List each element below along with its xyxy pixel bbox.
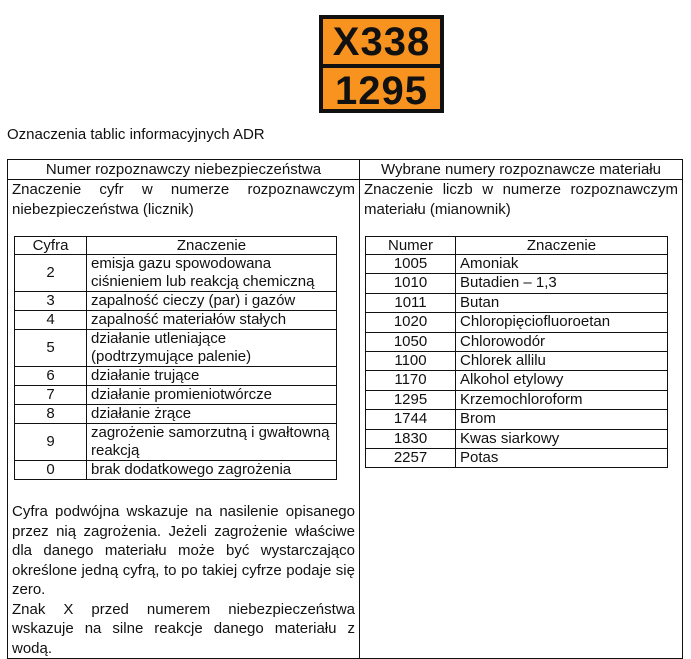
meaning-cell: zagrożenie samorzutną i gwałtowną reakcją <box>87 424 337 461</box>
meaning-cell: Kwas siarkowy <box>456 429 668 448</box>
table-row <box>366 274 668 293</box>
meaning-cell: działanie trujące <box>87 367 337 386</box>
caption: Oznaczenia tablic informacyjnych ADR <box>7 126 265 143</box>
table-row <box>15 405 337 424</box>
meaning-cell: Potas <box>456 449 668 468</box>
digit-cell: 6 <box>15 367 87 386</box>
meaning-cell: Chlorowodór <box>456 332 668 351</box>
meaning-cell: działanie utleniające (podtrzymujące palenie) <box>87 330 337 367</box>
table-row <box>366 371 668 390</box>
digit-cell: 9 <box>15 424 87 461</box>
adr-orange-plate <box>319 15 444 113</box>
note-double-digit: Cyfra podwójna wskazuje na nasilenie opisanego przez nią zagrożenia. Jeżeli zagrożenie właściwe dla danego materiału może być wystarczająco określone jedną cyfrą, to po takiej cyfrze podaje się zero. <box>12 503 355 598</box>
meaning-cell: działanie promieniotwórcze <box>87 386 337 405</box>
table-header-row <box>15 237 337 255</box>
hazard-number-column <box>8 160 360 658</box>
digit-meaning-table <box>14 236 337 480</box>
right-intro: Znaczenie liczb w numerze rozpoznawczym materiału (mianownik) <box>364 181 678 218</box>
table-row <box>366 332 668 351</box>
number-cell: 1100 <box>366 352 456 371</box>
number-cell: 1170 <box>366 371 456 390</box>
meaning-cell: Chloropięciofluoroetan <box>456 313 668 332</box>
adr-info-table <box>7 159 683 659</box>
number-cell: 1830 <box>366 429 456 448</box>
notes <box>8 502 359 658</box>
meaning-cell: emisja gazu spowodowana ciśnieniem lub reakcją chemiczną <box>87 255 337 292</box>
table-row <box>366 390 668 409</box>
number-cell: 1050 <box>366 332 456 351</box>
meaning-cell: Chlorek allilu <box>456 352 668 371</box>
table-row <box>366 449 668 468</box>
table-row <box>15 330 337 367</box>
table-row <box>15 255 337 292</box>
column-header-number: Numer <box>366 237 456 255</box>
digit-cell: 4 <box>15 311 87 330</box>
table-row <box>15 424 337 461</box>
table-row <box>15 292 337 311</box>
table-row <box>15 367 337 386</box>
plate-hazard-number: X338 <box>332 19 431 64</box>
number-cell: 1020 <box>366 313 456 332</box>
digit-cell: 0 <box>15 461 87 480</box>
table-row <box>366 352 668 371</box>
meaning-cell: zapalność cieczy (par) i gazów <box>87 292 337 311</box>
table-row <box>366 429 668 448</box>
meaning-cell: Alkohol etylowy <box>456 371 668 390</box>
number-cell: 1295 <box>366 390 456 409</box>
right-column-header: Wybrane numery rozpoznawcze materiału <box>360 160 682 180</box>
left-intro: Znaczenie cyfr w numerze rozpoznawczym niebezpieczeństwa (licznik) <box>12 181 355 218</box>
table-row <box>15 311 337 330</box>
meaning-cell: Krzemochloroform <box>456 390 668 409</box>
column-header-meaning: Znaczenie <box>87 237 337 255</box>
left-column-header: Numer rozpoznawczy niebezpieczeństwa <box>8 160 359 180</box>
plate-un-number: 1295 <box>335 68 428 113</box>
table-row <box>15 461 337 480</box>
digit-cell: 5 <box>15 330 87 367</box>
meaning-cell: brak dodatkowego zagrożenia <box>87 461 337 480</box>
table-row <box>15 386 337 405</box>
digit-cell: 8 <box>15 405 87 424</box>
meaning-cell: działanie żrące <box>87 405 337 424</box>
number-cell: 1005 <box>366 255 456 274</box>
number-cell: 1744 <box>366 410 456 429</box>
table-row <box>366 293 668 312</box>
material-number-table <box>365 236 668 468</box>
material-number-column <box>360 160 682 658</box>
number-cell: 1011 <box>366 293 456 312</box>
digit-cell: 2 <box>15 255 87 292</box>
table-row <box>366 255 668 274</box>
table-row <box>366 410 668 429</box>
meaning-cell: Brom <box>456 410 668 429</box>
meaning-cell: Butan <box>456 293 668 312</box>
table-header-row <box>366 237 668 255</box>
digit-cell: 7 <box>15 386 87 405</box>
note-x-prefix: Znak X przed numerem niebezpieczeństwa wskazuje na silne reakcje danego materiału z wodą. <box>12 600 355 657</box>
meaning-cell: Amoniak <box>456 255 668 274</box>
number-cell: 2257 <box>366 449 456 468</box>
digit-cell: 3 <box>15 292 87 311</box>
number-cell: 1010 <box>366 274 456 293</box>
column-header-meaning: Znaczenie <box>456 237 668 255</box>
meaning-cell: zapalność materiałów stałych <box>87 311 337 330</box>
column-header-digit: Cyfra <box>15 237 87 255</box>
table-row <box>366 313 668 332</box>
meaning-cell: Butadien – 1,3 <box>456 274 668 293</box>
